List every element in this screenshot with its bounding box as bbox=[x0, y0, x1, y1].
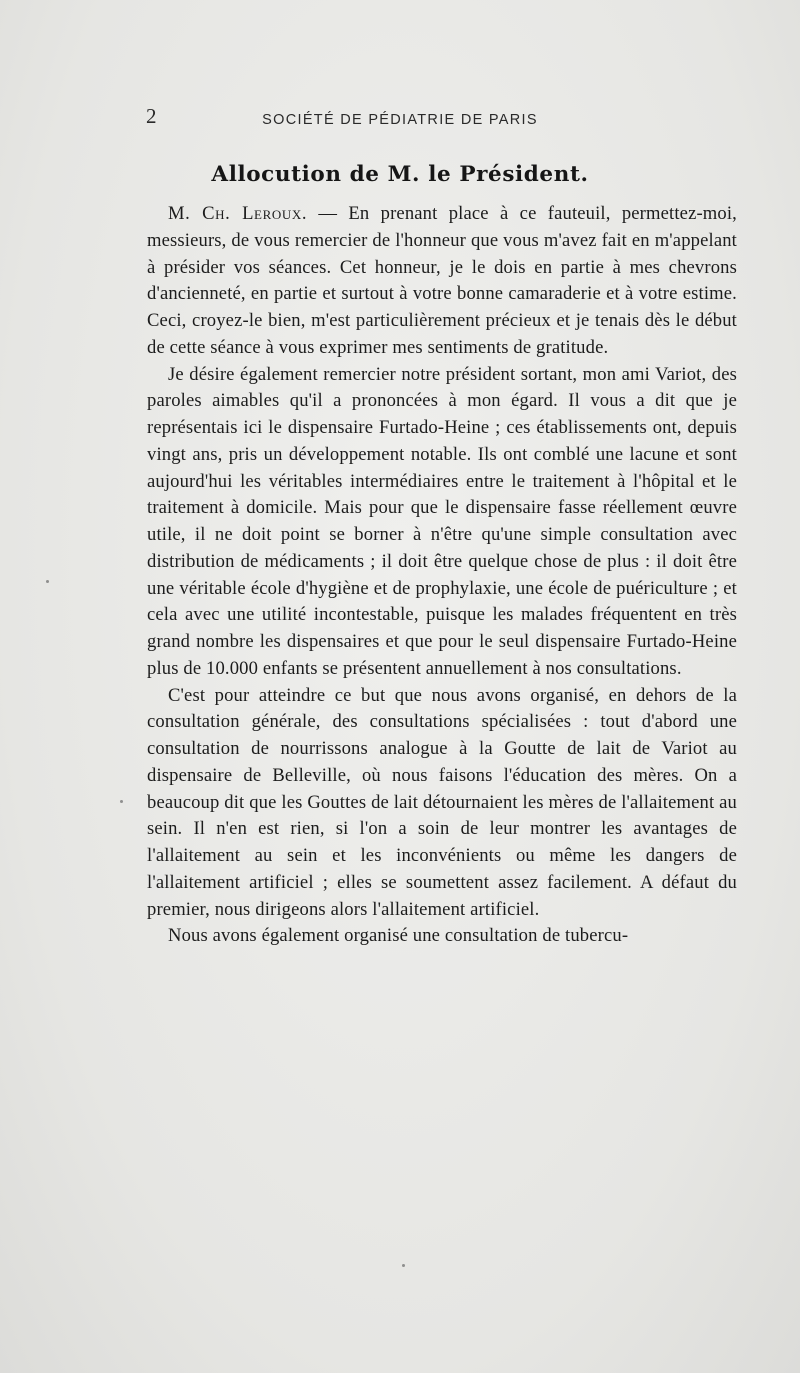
paragraph-1 bbox=[147, 201, 737, 362]
speaker-name: M. Ch. Leroux. bbox=[168, 203, 308, 224]
paper-speck bbox=[46, 580, 49, 583]
paragraph-3: C'est pour atteindre ce but que nous avons organisé, en dehors de la consultation générale, des consultations spécialisées : tout d'abord une consultation de nourrissons analogue à la Goutte de lait de Variot au dispensaire de Belleville, où nous faisons l'éducation des mères. On a beaucoup dit que les Gouttes de lait détournaient les mères de l'allaitement au sein. Il n'en est rien, si l'on a soin de leur montrer les avantages de l'allaitement au sein et les inconvénients ou même les dangers de l'allaitement artificiel ; elles se soumettent assez facilement. A défaut du premier, nous dirigeons alors l'allaitement artificiel. bbox=[147, 684, 737, 920]
paper-speck bbox=[402, 1264, 405, 1267]
paragraph-2: Je désire également remercier notre président sortant, mon ami Variot, des paroles aimables qu'il a prononcées à mon égard. Il vous a dit que je représentais ici le dispensaire Furtado-Heine ; ces établissements ont, depuis vingt ans, pris un développement notable. Ils ont comblé une lacune et sont aujourd'hui les véritables intermédiaires entre le traitement à l'hôpital et le traitement à domicile. Mais pour que le dispensaire fasse réellement œuvre utile, il ne doit point se borner à n'être qu'une simple consultation avec distribution de médicaments ; il doit être quelque chose de plus : il doit être une véritable école d'hygiène et de prophylaxie, une école de puériculture ; et cela avec une utilité incontestable, puisque les malades fréquentent en très grand nombre les dispensaires et que pour le seul dispensaire Furtado-Heine plus de 10.000 enfants se présentent annuellement à nos consultations. bbox=[147, 363, 737, 679]
body-text bbox=[147, 201, 737, 950]
section-title: Allocution de M. le Président. bbox=[211, 162, 589, 187]
running-head: SOCIÉTÉ DE PÉDIATRIE DE PARIS bbox=[262, 112, 538, 128]
paper-speck bbox=[120, 800, 123, 803]
page-number: 2 bbox=[146, 104, 157, 128]
paragraph-4: Nous avons également organisé une consultation de tubercu- bbox=[168, 925, 629, 947]
paragraph-1-text: — En prenant place à ce fauteuil, permettez-moi, messieurs, de vous remercier de l'honneur que vous m'avez fait en m'appelant à présider vos séances. Cet honneur, je le dois en partie à mes chevrons d'ancienneté, en partie et surtout à votre bonne camaraderie et à votre estime. Ceci, croyez-le bien, m'est particulièrement précieux et je tenais dès le début de cette séance à vous exprimer mes sentiments de gratitude. bbox=[147, 203, 737, 358]
